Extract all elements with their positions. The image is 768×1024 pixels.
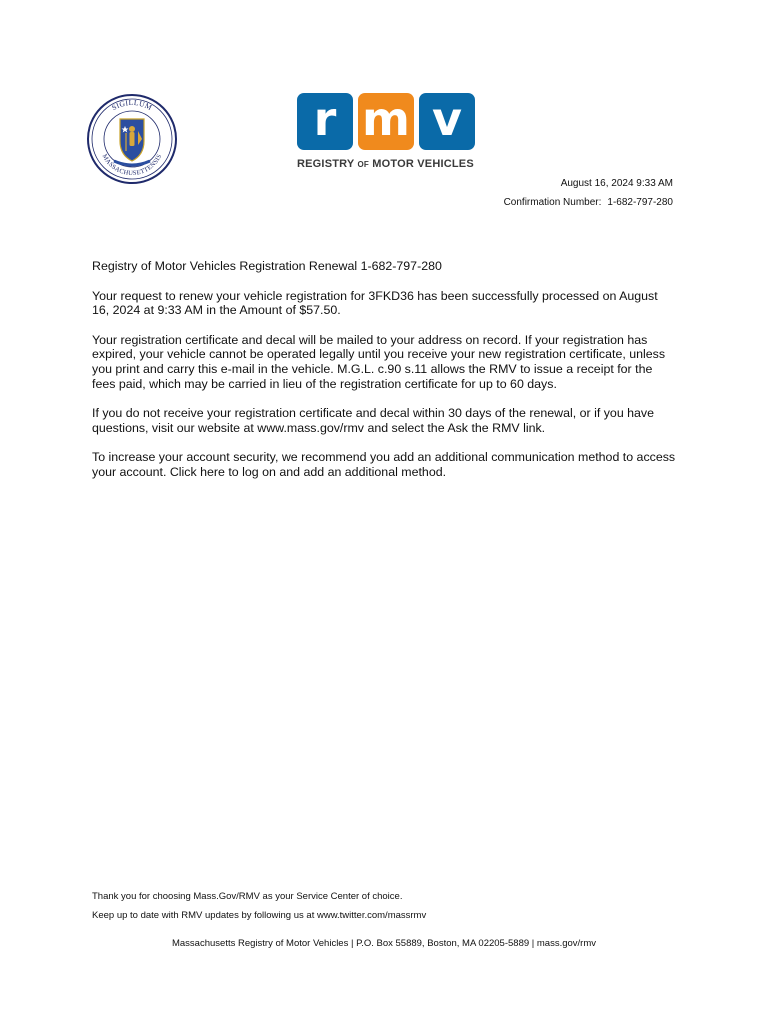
letter-paragraph-processed: Your request to renew your vehicle registration for 3FKD36 has been successfully processed on August 16, 2024 at 9:33 AM in the Amount of $57.50. xyxy=(92,288,658,318)
letter-paragraph-security: To increase your account security, we recommend you add an additional communication method to access your account. Click here to log on and add an additional method. xyxy=(92,450,676,479)
letter-body xyxy=(92,259,678,495)
rmv-logo xyxy=(297,93,481,170)
confirmation-datetime: August 16, 2024 9:33 AM xyxy=(560,178,673,189)
logo-tile-m: m xyxy=(358,93,414,150)
seal-top-text: SIGILLUM xyxy=(110,97,154,113)
confirmation-number-label: Confirmation Number: xyxy=(503,197,602,208)
logo-tagline: REGISTRY OF MOTOR VEHICLES xyxy=(297,158,474,170)
footer-thanks: Thank you for choosing Mass.Gov/RMV as your Service Center of choice. xyxy=(92,891,403,902)
confirmation-number-value: 1-682-797-280 xyxy=(607,197,673,208)
footer-notes xyxy=(92,891,426,929)
footer-address: Massachusetts Registry of Motor Vehicles | P.O. Box 55889, Boston, MA 02205-5889 | mass.gov/rmv xyxy=(171,938,597,949)
letter-paragraph-questions: If you do not receive your registration certificate and decal within 30 days of the renewal, or if you have questions, visit our website at www.mass.gov/rmv and select the Ask the RMV link. xyxy=(92,406,655,435)
confirmation-meta xyxy=(504,178,673,216)
seal-bottom-text: MASSACHUSETTENSIS xyxy=(100,153,164,178)
logo-tile-r: r xyxy=(297,93,353,150)
letter-paragraph-mailing: Your registration certificate and decal will be mailed to your address on record. If your registration has expired, your vehicle cannot be operated legally until you receive your new registration certificate, unless you print and carry this e-mail in the vehicle. M.G.L. c.90 s.11 allows the RMV to issue a receipt for the fees paid, which may be carried in lieu of the registration certificate for up to 60 days. xyxy=(92,332,666,391)
footer-twitter: Keep up to date with RMV updates by following us at www.twitter.com/massrmv xyxy=(92,910,427,921)
letter-heading: Registry of Motor Vehicles Registration Renewal 1-682-797-280 xyxy=(92,259,442,273)
massachusetts-seal-icon xyxy=(86,93,178,185)
confirmation-number-line xyxy=(504,197,673,209)
logo-tile-v: v xyxy=(419,93,475,150)
